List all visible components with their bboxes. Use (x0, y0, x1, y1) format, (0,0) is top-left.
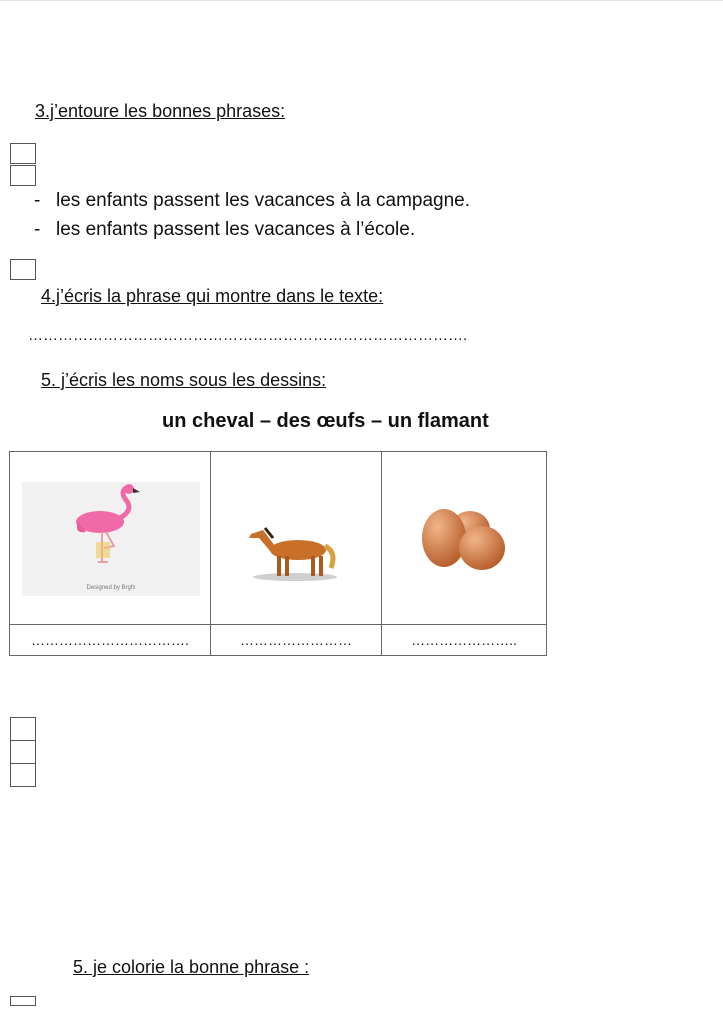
horse-answer-line[interactable]: …………………… (240, 632, 352, 648)
flamingo-caption: Designed by Brgfx (86, 585, 136, 591)
flamingo-answer-cell[interactable] (10, 625, 211, 656)
checkbox-6[interactable] (10, 763, 36, 787)
sentence-1[interactable] (34, 190, 470, 212)
flamingo-icon (22, 482, 200, 596)
eggs-icon (418, 507, 512, 573)
checkbox-3[interactable] (10, 259, 36, 280)
checkbox-7[interactable] (10, 996, 36, 1006)
exercise-4-answer-line[interactable]: ……………………………………………………………………………. (28, 327, 468, 344)
picture-table (9, 451, 547, 656)
exercise-4-heading: 4.j’écris la phrase qui montre dans le texte: (41, 286, 384, 306)
checkbox-2[interactable] (10, 165, 36, 186)
picture-cell-eggs (382, 452, 547, 625)
eggs-answer-cell[interactable] (382, 625, 547, 656)
horse-icon (243, 522, 343, 582)
sentence-1-text: les enfants passent les vacances à la campagne. (56, 190, 471, 211)
exercise-5-heading: 5. j’écris les noms sous les dessins: (41, 370, 327, 390)
checkbox-4[interactable] (10, 717, 36, 741)
eggs-answer-line[interactable]: ………………….. (411, 632, 517, 648)
page-top-border (0, 0, 723, 1)
exercise-6-heading: 5. je colorie la bonne phrase : (73, 957, 310, 977)
picture-cell-flamingo (10, 452, 211, 625)
picture-cell-horse (211, 452, 382, 625)
checkbox-1[interactable] (10, 143, 36, 164)
sentence-2-dash: - (34, 219, 41, 240)
sentence-1-dash: - (34, 190, 41, 211)
horse-answer-cell[interactable] (211, 625, 382, 656)
sentence-2-text: les enfants passent les vacances à l’école. (56, 219, 416, 240)
exercise-3-heading: 3.j’entoure les bonnes phrases: (35, 101, 286, 121)
word-bank: un cheval – des œufs – un flamant (162, 410, 489, 432)
checkbox-5[interactable] (10, 740, 36, 764)
sentence-2[interactable] (34, 219, 415, 241)
flamingo-answer-line[interactable]: ……………………………. (31, 632, 189, 648)
